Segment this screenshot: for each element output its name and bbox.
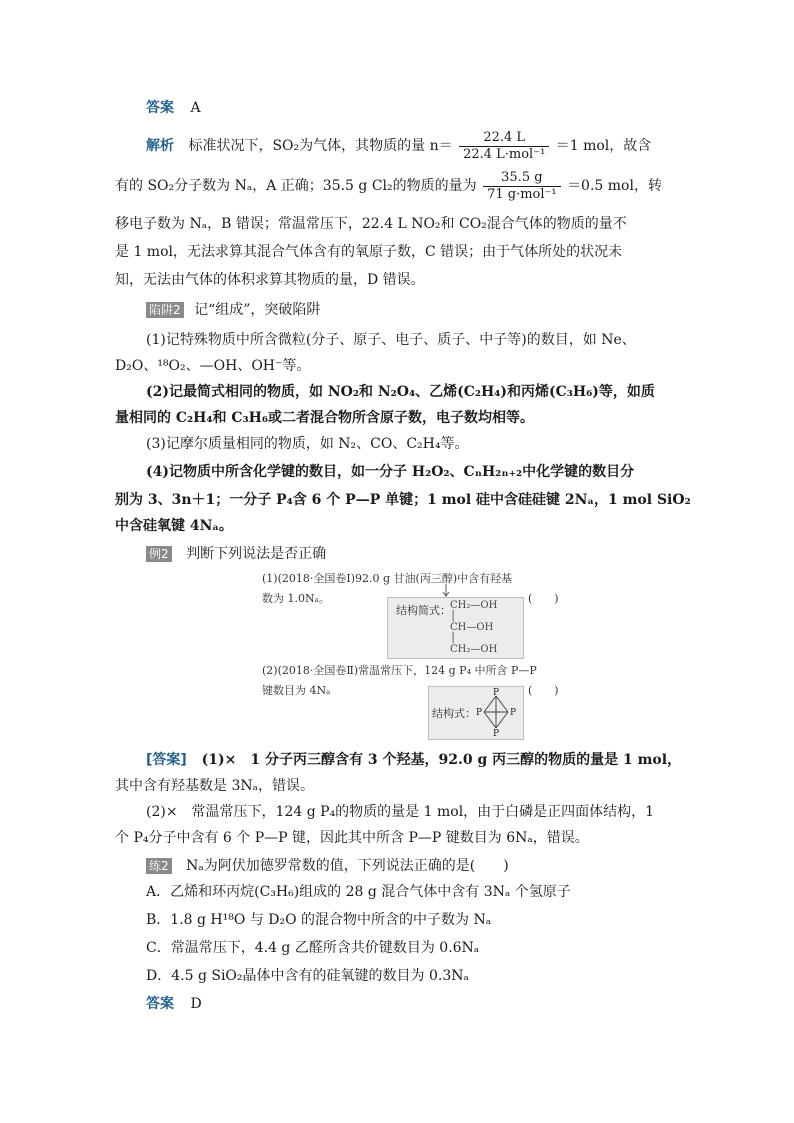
analysis-line-3: 移电子数为 Nₐ，B 错误；常温常压下，22.4 L NO₂和 CO₂混合气体的物质的量不: [115, 216, 627, 232]
p4-tetrahedron-icon: [474, 688, 522, 736]
point-3: (3)记摩尔质量相同的物质，如 N₂、CO、C₂H₄等。: [146, 436, 469, 452]
example-tag: 例2: [146, 546, 172, 562]
answer2-line-2: 其中含有羟基数是 3Nₐ，错误。: [115, 778, 315, 794]
example-title: 判断下列说法是否正确: [186, 546, 327, 562]
pointer-arrow-icon: [440, 584, 452, 598]
option-c: C．常温常压下，4.4 g 乙醛所含共价键数目为 0.6Nₐ: [146, 940, 480, 956]
option-b: B．1.8 g H¹⁸O 与 D₂O 的混合物中所含的中子数为 Nₐ: [146, 912, 492, 928]
answer2-line-4: 个 P₄分子中含有 6 个 P—P 键，因此其中所含 P—P 键数目为 6Nₐ，错误。: [115, 830, 589, 846]
fraction-numerator: 22.4 L: [459, 130, 549, 147]
practice-question: Nₐ为阿伏加德罗常数的值，下列说法正确的是( ): [186, 858, 509, 874]
point-2-line-2: 量相同的 C₂H₄和 C₃H₆或二者混合物所含原子数，电子数均相等。: [115, 410, 535, 426]
structure-row: CH₂—OH: [450, 600, 498, 611]
figure-q1-paren: ( ): [528, 592, 559, 605]
analysis-line-1: [146, 128, 651, 164]
p-atom-label: P: [493, 688, 500, 698]
fraction-molar-volume: [459, 130, 549, 163]
trap-heading: [146, 300, 320, 320]
p-atom-label: P: [476, 708, 483, 718]
answer2-line-1: [146, 750, 681, 770]
p-atom-label: P: [493, 729, 500, 736]
answer-label: 答案: [146, 100, 174, 116]
point-4-line-2: 别为 3、3n＋1；一分子 P₄含 6 个 P—P 单键；1 mol 硅中含硅硅键 2Nₐ，1 mol SiO₂: [115, 492, 691, 508]
example-heading: [146, 544, 326, 564]
fraction-denominator: 71 g·mol⁻¹: [487, 186, 557, 202]
fraction-denominator: 22.4 L·mol⁻¹: [463, 146, 546, 162]
figure-q2-line-2: 键数目为 4Nₐ: [262, 684, 331, 697]
analysis-text: ＝0.5 mol，转: [567, 178, 662, 194]
answer2-line-3: (2)× 常温常压下，124 g P₄的物质的量是 1 mol，由于白磷是正四面体结构，1: [146, 804, 655, 820]
option-a: A．乙烯和环丙烷(C₃H₆)组成的 28 g 混合气体中含有 3Nₐ 个氢原子: [146, 884, 571, 900]
analysis-line-5: 知，无法由气体的体积求算其物质的量，D 错误。: [115, 272, 425, 288]
point-2-line-1: (2)记最简式相同的物质，如 NO₂和 N₂O₄、乙烯(C₂H₄)和丙烯(C₃H₆)等，如质: [146, 384, 655, 400]
answer2-text: (1)× 1 分子丙三醇含有 3 个羟基，92.0 g 丙三醇的物质的量是 1 mol，: [201, 752, 682, 768]
structure-formula: [450, 600, 497, 655]
trap-title: 记“组成”，突破陷阱: [194, 302, 321, 318]
analysis-line-4: 是 1 mol，无法求算其混合气体含有的氧原子数，C 错误；由于气体所处的状况未: [115, 244, 623, 260]
analysis-text: 标准状况下，SO₂为气体，其物质的量 n＝: [188, 138, 453, 154]
fraction-numerator: 35.5 g: [483, 170, 561, 187]
analysis-text: ＝1 mol，故含: [555, 138, 652, 154]
answer3-value: D: [190, 996, 202, 1012]
figure-q2-line-1: (2)(2018·全国卷Ⅱ)常温常压下，124 g P₄ 中所含 P—P: [262, 664, 537, 677]
analysis-text: 有的 SO₂分子数为 Nₐ，A 正确；35.5 g Cl₂的物质的量为: [115, 178, 477, 194]
analysis-line-2: [115, 168, 662, 204]
point-1-line-2: D₂O、¹⁸O₂、—OH、OH⁻等。: [115, 358, 311, 374]
option-d: D．4.5 g SiO₂晶体中含有的硅氧键的数目为 0.3Nₐ: [146, 968, 469, 984]
structure-row: │: [450, 633, 457, 644]
fraction-molar-mass: [483, 170, 561, 203]
answer3-line: [146, 994, 202, 1014]
structure2-label: 结构式：: [432, 707, 476, 720]
point-4-line-3: 中含硅氧键 4Nₐ。: [115, 518, 233, 534]
figure-q1-line-1: (1)(2018·全国卷Ⅰ)92.0 g 甘油(丙三醇)中含有羟基: [262, 572, 513, 585]
figure-q1-line-2: 数为 1.0Nₐ。: [262, 592, 330, 605]
answer-line: [146, 98, 201, 118]
trap-tag: 陷阱2: [146, 302, 184, 318]
answer3-label: 答案: [146, 996, 174, 1012]
structure-row: CH₂—OH: [450, 644, 498, 655]
practice-tag: 练2: [146, 858, 172, 874]
answer-value: A: [190, 100, 201, 116]
practice-heading: [146, 856, 509, 876]
structure-label: 结构简式：: [396, 604, 451, 617]
structure-row: │: [450, 611, 457, 622]
analysis-label: 解析: [146, 138, 174, 154]
figure-q2-paren: ( ): [528, 684, 559, 697]
p-atom-label: P: [510, 708, 517, 718]
point-4-line-1: (4)记物质中所含化学键的数目，如一分子 H₂O₂、CₙH₂ₙ₊₂中化学键的数目分: [146, 464, 635, 480]
point-1-line-1: (1)记特殊物质中所含微粒(分子、原子、电子、质子、中子等)的数目，如 Ne、: [146, 332, 636, 348]
structure-row: CH—OH: [450, 622, 494, 633]
answer2-label: [答案]: [146, 752, 187, 768]
